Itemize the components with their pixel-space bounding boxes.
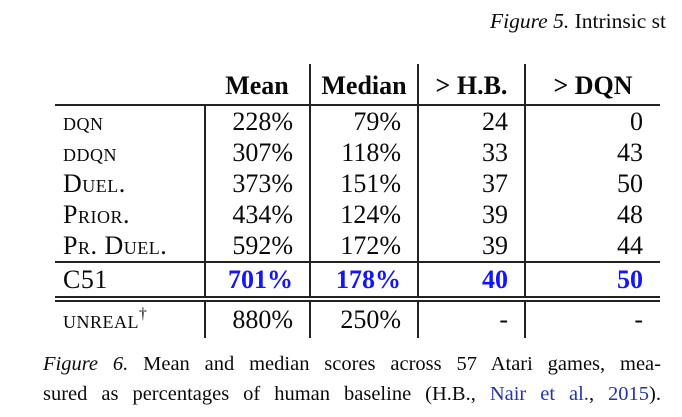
- table-row-prior: [55, 199, 660, 230]
- header-empty: [55, 64, 205, 105]
- results-table: [55, 64, 660, 338]
- row-label: unreal: [63, 305, 139, 334]
- gt-dqn-value: 50: [617, 169, 643, 198]
- mean-value: 592%: [205, 230, 310, 262]
- gt-hb-value: 39: [418, 199, 525, 230]
- figure5-label: Figure 5.: [490, 9, 570, 33]
- table-row-unreal: [55, 299, 660, 338]
- gt-hb-value: 33: [418, 137, 525, 168]
- gt-hb-value: 24: [418, 105, 525, 137]
- caption-text-2: sured as percentages of human baseline (H.B.,: [43, 383, 490, 405]
- table-row-ddqn: [55, 137, 660, 168]
- dagger-footnote-mark: †: [139, 305, 147, 323]
- header-row: [55, 64, 660, 105]
- table-row-c51: [55, 262, 660, 299]
- caption-line-2: [43, 379, 661, 409]
- header-gt-hb: > H.B.: [418, 64, 525, 105]
- table-row-pr-duel: [55, 230, 660, 262]
- row-label: Prior.: [63, 200, 130, 229]
- gt-hb-value: 37: [418, 168, 525, 199]
- median-value: 151%: [310, 168, 418, 199]
- median-value: 172%: [310, 230, 418, 262]
- figure5-caption-fragment: [490, 8, 666, 34]
- gt-hb-value: 39: [418, 230, 525, 262]
- mean-value: 701%: [205, 262, 310, 299]
- mean-value: 307%: [205, 137, 310, 168]
- table-row-duel: [55, 168, 660, 199]
- gt-dqn-value: 44: [617, 231, 643, 260]
- caption-text-1: Mean and median scores across 57 Atari games, mea-: [128, 353, 661, 375]
- gt-dqn-value: 50: [525, 262, 660, 299]
- median-value: 124%: [310, 199, 418, 230]
- figure6-label: Figure 6.: [43, 353, 129, 375]
- row-label: Duel.: [63, 169, 126, 198]
- citation-link[interactable]: Nair et al.: [489, 383, 589, 405]
- median-value: 79%: [310, 105, 418, 137]
- row-label: dqn: [63, 107, 104, 136]
- caption-text-3: ).: [649, 383, 661, 405]
- mean-value: 434%: [205, 199, 310, 230]
- mean-value: 880%: [205, 299, 310, 338]
- header-median: Median: [310, 64, 418, 105]
- gt-dqn-value: 48: [617, 200, 643, 229]
- table-row-dqn: [55, 105, 660, 137]
- row-label: Pr. Duel.: [63, 231, 168, 260]
- mean-value: 228%: [205, 105, 310, 137]
- caption-separator: ,: [588, 383, 609, 405]
- median-value: 250%: [310, 299, 418, 338]
- header-mean: Mean: [205, 64, 310, 105]
- figure5-text: Intrinsic st: [569, 9, 666, 33]
- citation-year-link[interactable]: 2015: [608, 383, 650, 405]
- gt-hb-value: 40: [418, 262, 525, 299]
- gt-dqn-value: -: [525, 299, 660, 338]
- gt-hb-value: -: [418, 299, 525, 338]
- caption-line-1: [43, 349, 661, 379]
- median-value: 118%: [310, 137, 418, 168]
- figure6-caption: [43, 349, 661, 409]
- mean-value: 373%: [205, 168, 310, 199]
- gt-dqn-value: 43: [617, 138, 643, 167]
- header-gt-dqn: > DQN: [525, 64, 660, 105]
- row-label: ddqn: [63, 138, 117, 167]
- median-value: 178%: [310, 262, 418, 299]
- gt-dqn-value: 0: [630, 107, 643, 136]
- row-label: C51: [63, 265, 108, 294]
